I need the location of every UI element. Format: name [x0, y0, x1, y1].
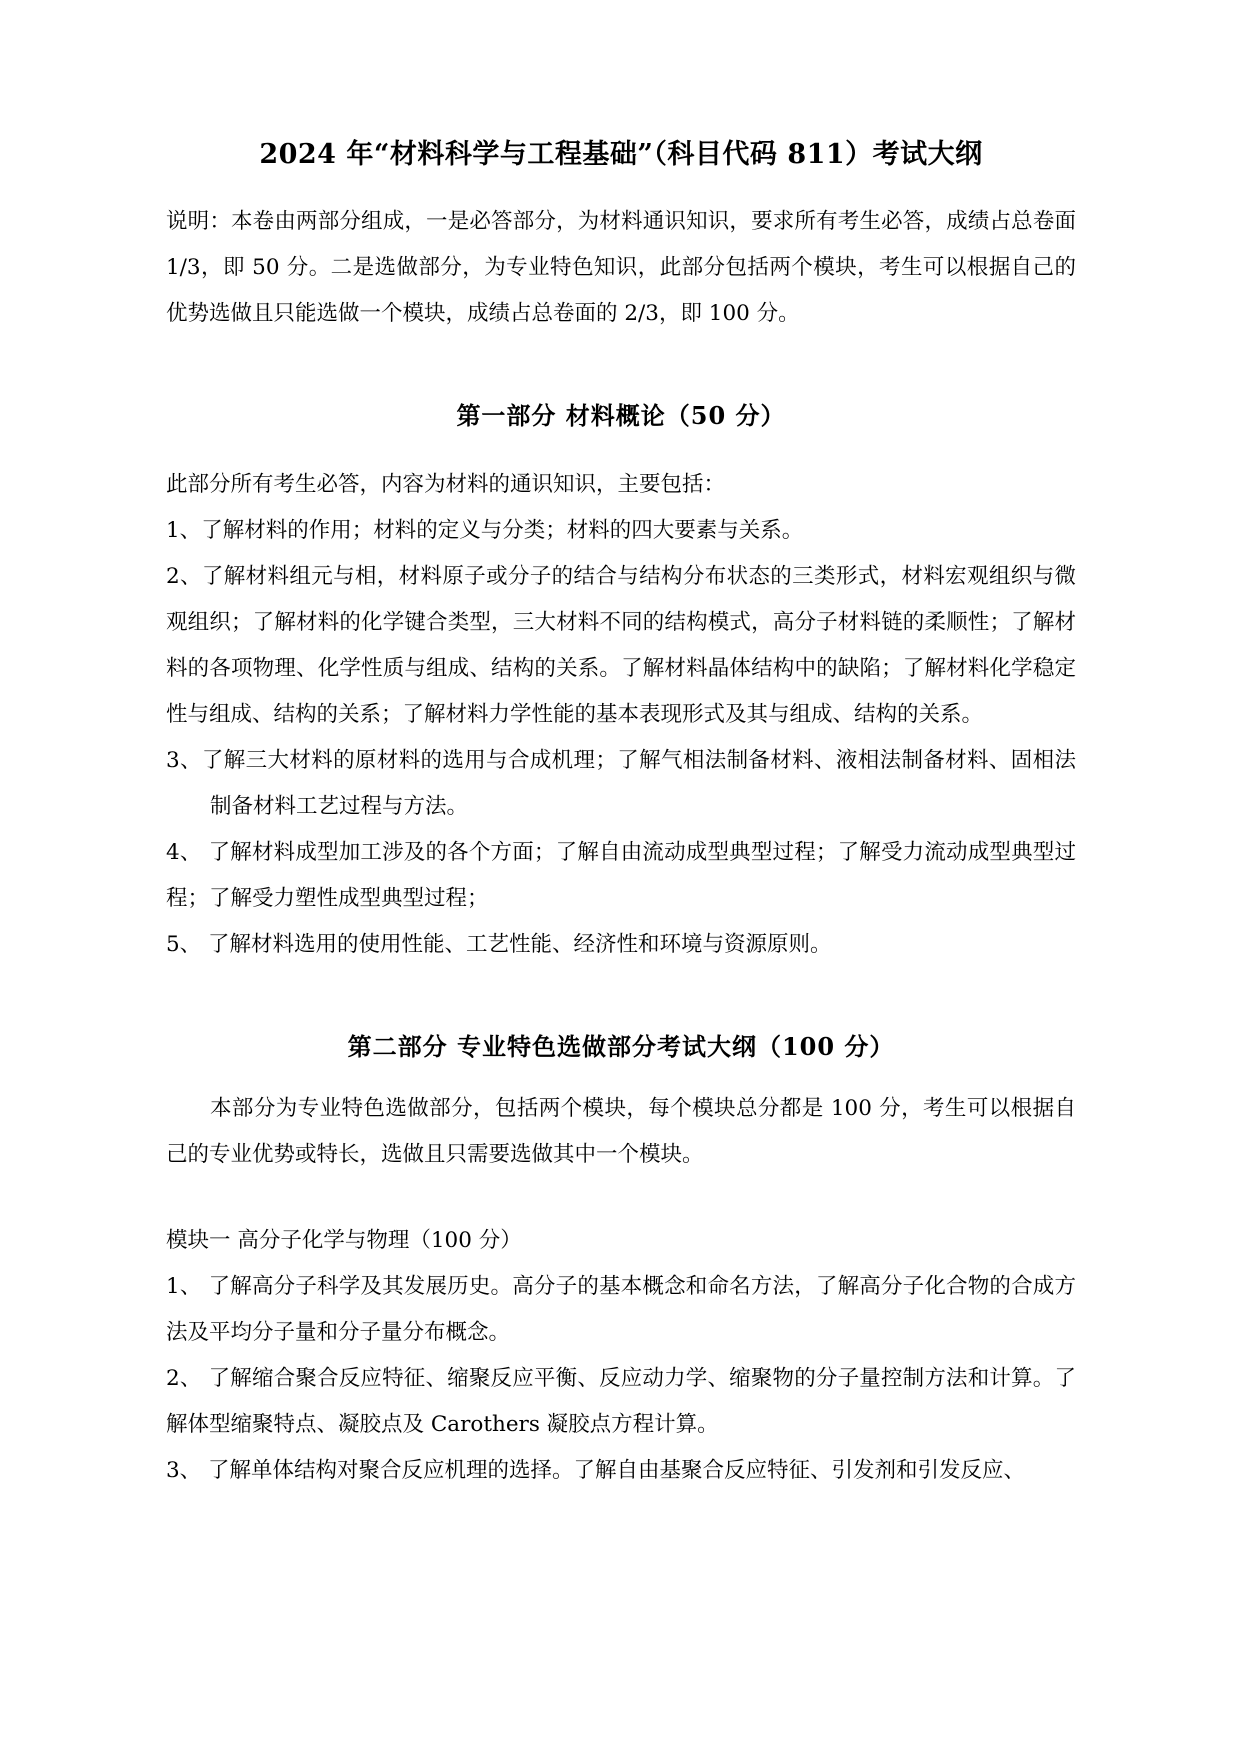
list-marker: 1、	[166, 518, 202, 544]
list-text: 了解材料选用的使用性能、工艺性能、经济性和环境与资源原则。	[201, 932, 832, 958]
module-one-list	[166, 1264, 1076, 1494]
section-spacer	[166, 1178, 1076, 1218]
list-item	[166, 1264, 1076, 1356]
part-one-heading: 第一部分 材料概论（50 分）	[456, 400, 786, 430]
list-item	[166, 1448, 1076, 1494]
list-marker: 3、	[166, 748, 202, 774]
page-content	[166, 0, 1076, 1494]
list-marker: 5、	[166, 932, 202, 958]
module-one-heading: 模块一 高分子化学与物理（100 分）	[166, 1227, 522, 1253]
part-two-lead-paragraph: 本部分为专业特色选做部分，包括两个模块，每个模块总分都是 100 分，考生可以根据自己的专业优势或特长，选做且只需要选做其中一个模块。	[166, 1095, 1076, 1167]
list-item	[166, 922, 1076, 968]
part-one-list	[166, 508, 1076, 968]
list-marker: 3、	[166, 1457, 202, 1483]
list-marker: 4、	[166, 840, 202, 866]
list-item	[166, 1356, 1076, 1448]
list-item	[166, 554, 1076, 738]
part-one-lead-paragraph: 此部分所有考生必答，内容为材料的通识知识，主要包括：	[166, 472, 726, 498]
list-text: 了解材料组元与相，材料原子或分子的结合与结构分布状态的三类形式，材料宏观组织与微观组织；了解材料的化学键合类型，三大材料不同的结构模式，高分子材料链的柔顺性；了解材料的各项物理、化学性质与组成、结构的关系。了解材料晶体结构中的缺陷；了解材料化学稳定性与组成、结构的关系；了解材料力学性能的基本表现形式及其与组成、结构的关系。	[166, 564, 1076, 728]
list-text: 了解材料的作用；材料的定义与分类；材料的四大要素与关系。	[201, 518, 804, 544]
list-item	[166, 508, 1076, 554]
page-title: 2024 年“材料科学与工程基础”（科目代码 811）考试大纲	[259, 139, 983, 170]
list-text: 了解高分子科学及其发展历史。高分子的基本概念和命名方法，了解高分子化合物的合成方法及平均分子量和分子量分布概念。	[166, 1273, 1076, 1345]
list-text: 了解材料成型加工涉及的各个方面；了解自由流动成型典型过程；了解受力流动成型典型过程；了解受力塑性成型典型过程；	[166, 840, 1076, 912]
list-marker: 2、	[166, 564, 202, 590]
exam-note-paragraph: 说明：本卷由两部分组成，一是必答部分，为材料通识知识，要求所有考生必答，成绩占总卷面 1/3，即 50 分。二是选做部分，为专业特色知识，此部分包括两个模块，考生可以根据自己的优势选做且只能选做一个模块，成绩占总卷面的 2/3，即 100 分。	[166, 208, 1076, 326]
part-two-heading: 第二部分 专业特色选做部分考试大纲（100 分）	[347, 1032, 895, 1062]
list-text: 了解三大材料的原材料的选用与合成机理；了解气相法制备材料、液相法制备材料、固相法制备材料工艺过程与方法。	[201, 748, 1076, 820]
list-item	[166, 830, 1076, 922]
list-marker: 1、	[166, 1273, 202, 1299]
list-item	[166, 738, 1076, 830]
list-marker: 2、	[166, 1365, 202, 1391]
list-text: 了解单体结构对聚合反应机理的选择。了解自由基聚合反应特征、引发剂和引发反应、	[201, 1457, 1026, 1483]
list-text: 了解缩合聚合反应特征、缩聚反应平衡、反应动力学、缩聚物的分子量控制方法和计算。了解体型缩聚特点、凝胶点及 Carothers 凝胶点方程计算。	[166, 1365, 1076, 1437]
